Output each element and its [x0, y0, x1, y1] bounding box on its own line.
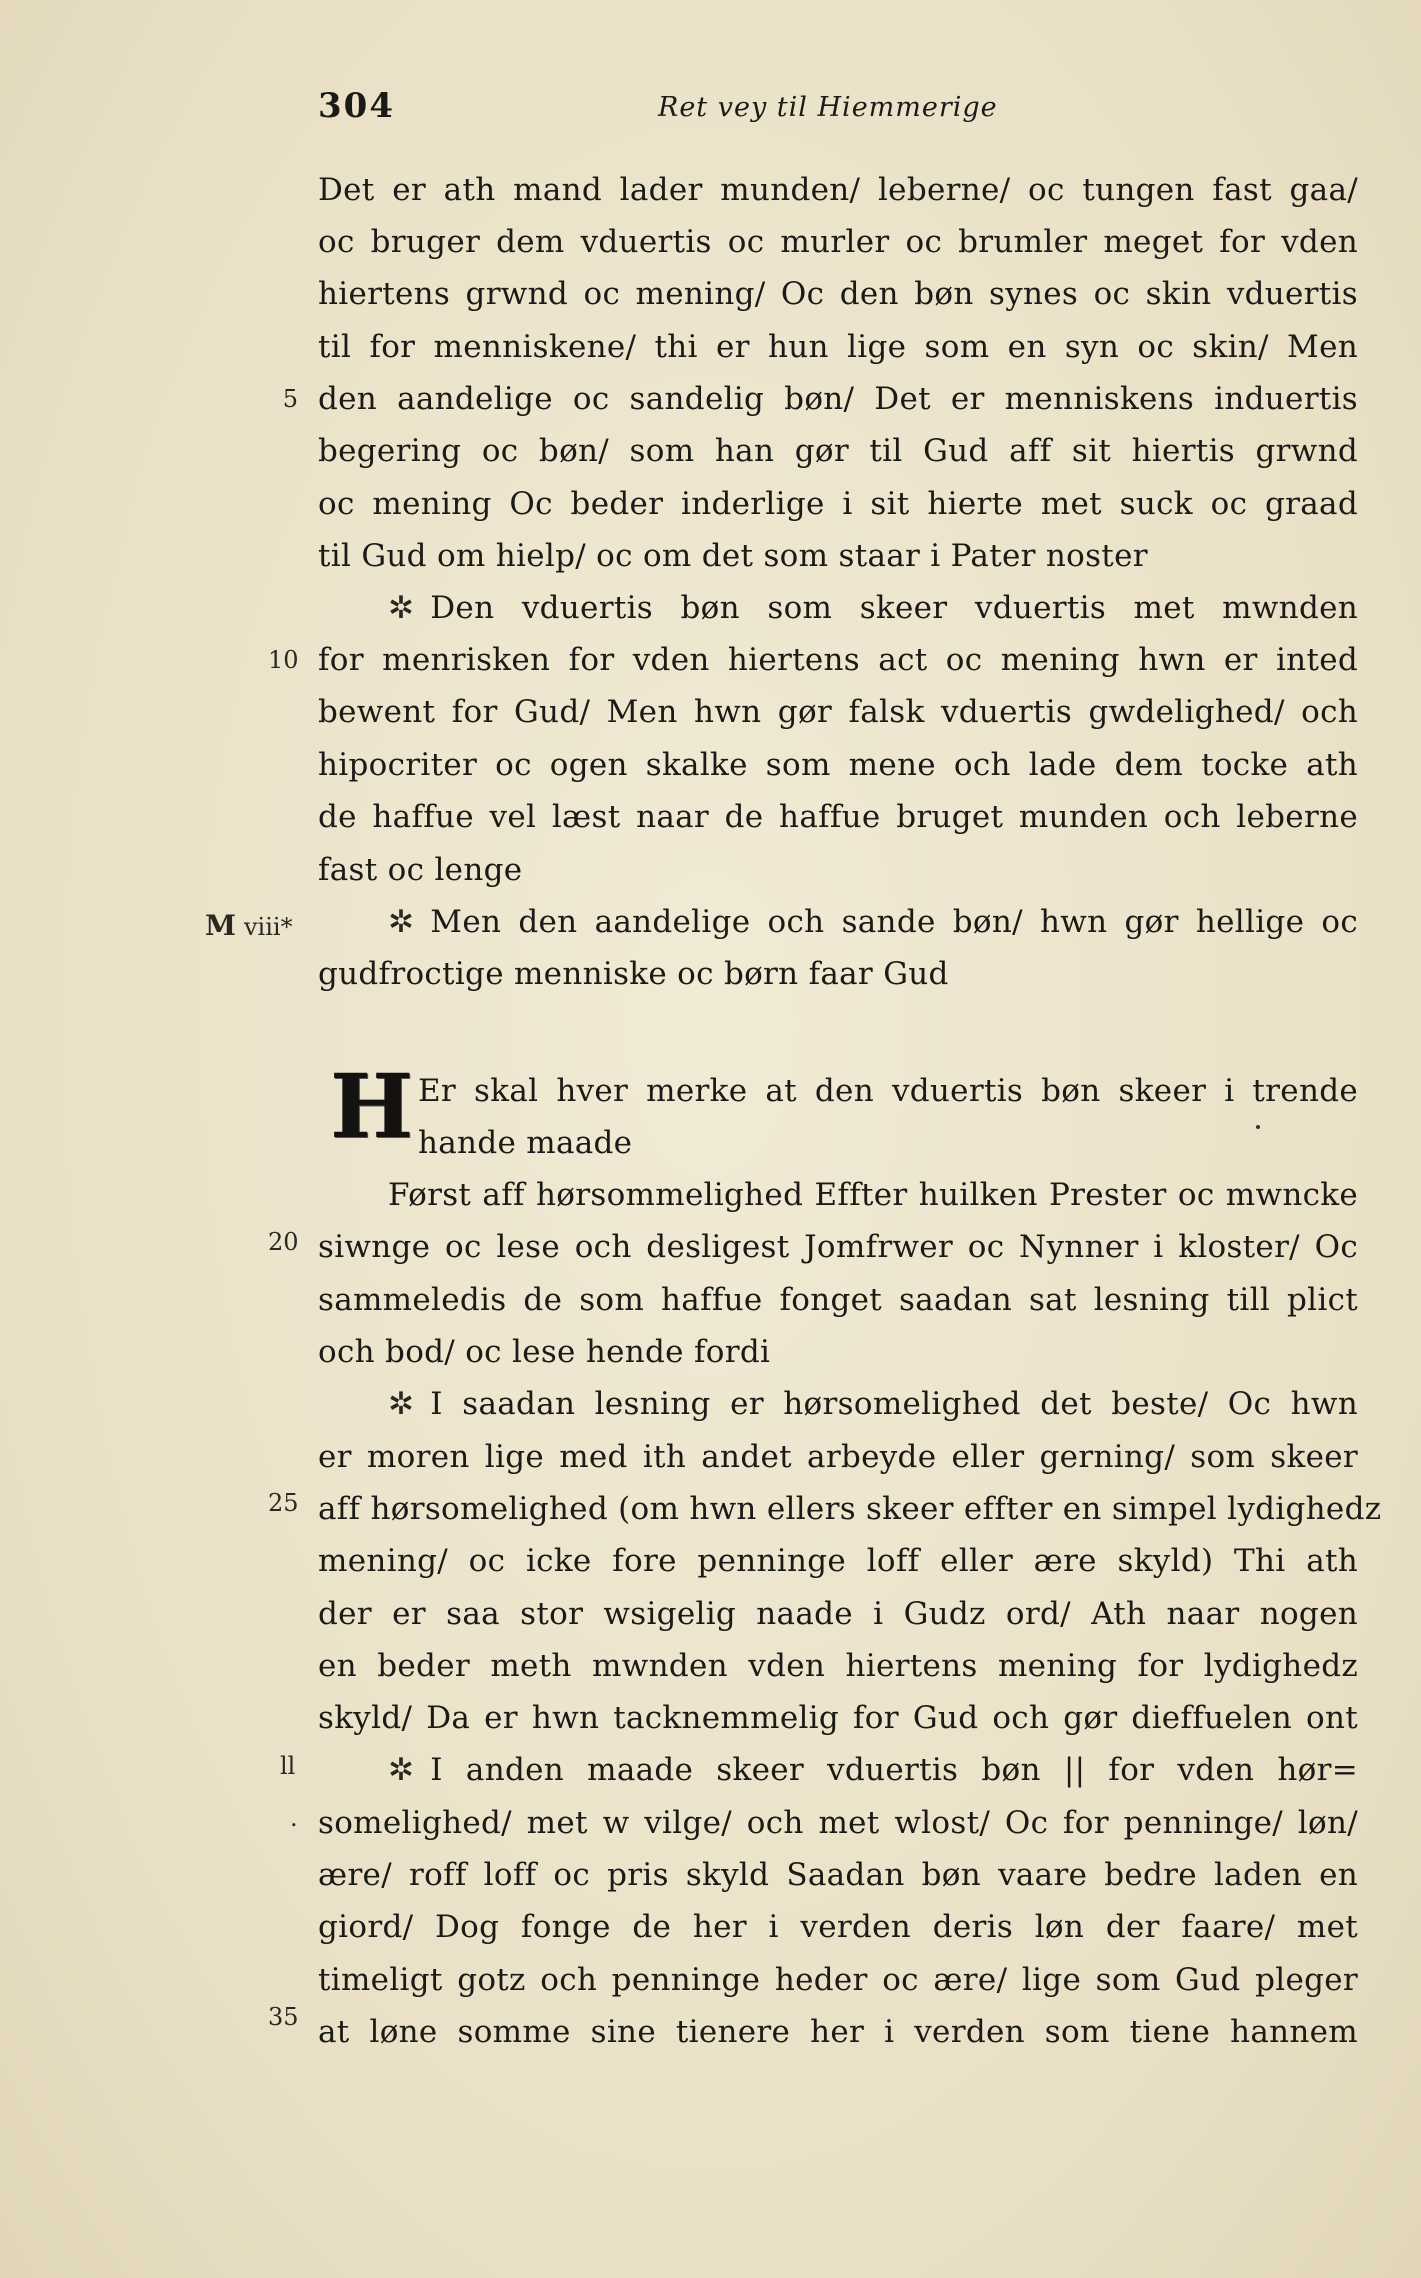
text-line: til for menniskene/ thi er hun lige som en syn oc skin/ Men [318, 329, 1358, 365]
asterism-icon: ✲ [388, 590, 415, 626]
text-line: en beder meth mwnden vden hiertens mening for lydighedz [318, 1648, 1358, 1684]
line-number: 35 [268, 2003, 299, 2031]
drop-cap-initial: H [330, 1054, 414, 1158]
text-line: at løne somme sine tienere her i verden som tiene hannem [318, 2014, 1358, 2050]
text-line: der er saa stor wsigelig naade i Gudz ord/ Ath naar nogen [318, 1596, 1358, 1632]
text-line: begering oc bøn/ som han gør til Gud aff sit hiertis grwnd [318, 433, 1358, 469]
text-line-content: I saadan lesning er hørsomelighed det beste/ Oc hwn [430, 1386, 1358, 1422]
text-line: oc mening Oc beder inderlige i sit hierte met suck oc graad [318, 486, 1358, 522]
text-line: aff hørsomelighed (om hwn ellers skeer effter en simpel lydighedz [318, 1491, 1382, 1527]
line-number: 20 [268, 1228, 299, 1256]
text-line: er moren lige med ith andet arbeyde eller gerning/ som skeer [318, 1439, 1358, 1475]
text-line: siwnge oc lese och desligest Jomfrwer oc Nynner i kloster/ Oc [318, 1229, 1358, 1265]
margin-reference: ll [280, 1752, 296, 1780]
asterism-icon: ✲ [388, 1752, 415, 1788]
text-line: gudfroctige menniske oc børn faar Gud [318, 956, 949, 992]
margin-reference: . [290, 1804, 298, 1832]
margin-reference [205, 900, 293, 952]
page-number: 304 [318, 86, 395, 126]
text-line: hiertens grwnd oc mening/ Oc den bøn synes oc skin vduertis [318, 276, 1358, 312]
text-line: til Gud om hielp/ oc om det som staar i Pater noster [318, 538, 1148, 574]
running-title: Ret vey til Hiemmerige [658, 92, 998, 123]
text-line: den aandelige oc sandelig bøn/ Det er menniskens induertis [318, 381, 1358, 417]
margin-reference-mark: M [205, 909, 236, 942]
text-line [318, 1378, 1358, 1430]
text-line: hande maade [418, 1125, 633, 1161]
line-number: 5 [282, 385, 298, 413]
line-number: 10 [268, 646, 299, 674]
text-line: och bod/ oc lese hende fordi [318, 1334, 771, 1370]
text-line: ære/ roff loff oc pris skyld Saadan bøn vaare bedre laden en [318, 1857, 1358, 1893]
text-line: Det er ath mand lader munden/ leberne/ oc tungen fast gaa/ [318, 172, 1358, 208]
asterism-icon: ✲ [388, 1386, 415, 1422]
text-line: de haffue vel læst naar de haffue bruget munden och leberne [318, 799, 1358, 835]
page-header [318, 86, 1358, 132]
line-number: 25 [268, 1489, 299, 1517]
text-line: somelighed/ met w vilge/ och met wlost/ Oc for penninge/ løn/ [318, 1805, 1358, 1841]
text-line: Først aff hørsommelighed Effter huilken Prester oc mwncke [388, 1177, 1358, 1213]
text-line: oc bruger dem vduertis oc murler oc brumler meget for vden [318, 224, 1358, 260]
text-line [318, 896, 1358, 948]
text-line: timeligt gotz och penninge heder oc ære/ lige som Gud pleger [318, 1962, 1358, 1998]
text-line: sammeledis de som haffue fonget saadan sat lesning till plict [318, 1282, 1358, 1318]
text-line: Er skal hver merke at den vduertis bøn skeer i trende [418, 1073, 1358, 1109]
text-line: hipocriter oc ogen skalke som mene och lade dem tocke ath [318, 747, 1358, 783]
text-line: mening/ oc icke fore penninge loff eller ære skyld) Thi ath [318, 1543, 1358, 1579]
text-line: bewent for Gud/ Men hwn gør falsk vduertis gwdelighed/ och [318, 694, 1358, 730]
text-line-content: I anden maade skeer vduertis bøn || for vden hør= [430, 1752, 1358, 1788]
text-line [318, 582, 1358, 634]
asterism-icon: ✲ [388, 904, 415, 940]
text-line: skyld/ Da er hwn tacknemmelig for Gud och gør dieffuelen ont [318, 1700, 1358, 1736]
margin-reference-label: viii* [244, 913, 293, 941]
text-line: fast oc lenge [318, 852, 523, 888]
text-line-content: Men den aandelige och sande bøn/ hwn gør hellige oc [430, 904, 1358, 940]
text-line: giord/ Dog fonge de her i verden deris løn der faare/ met [318, 1909, 1358, 1945]
text-line [318, 1744, 1358, 1796]
text-line: for menrisken for vden hiertens act oc mening hwn er inted [318, 642, 1358, 678]
text-line-content: Den vduertis bøn som skeer vduertis met mwnden [430, 590, 1358, 626]
